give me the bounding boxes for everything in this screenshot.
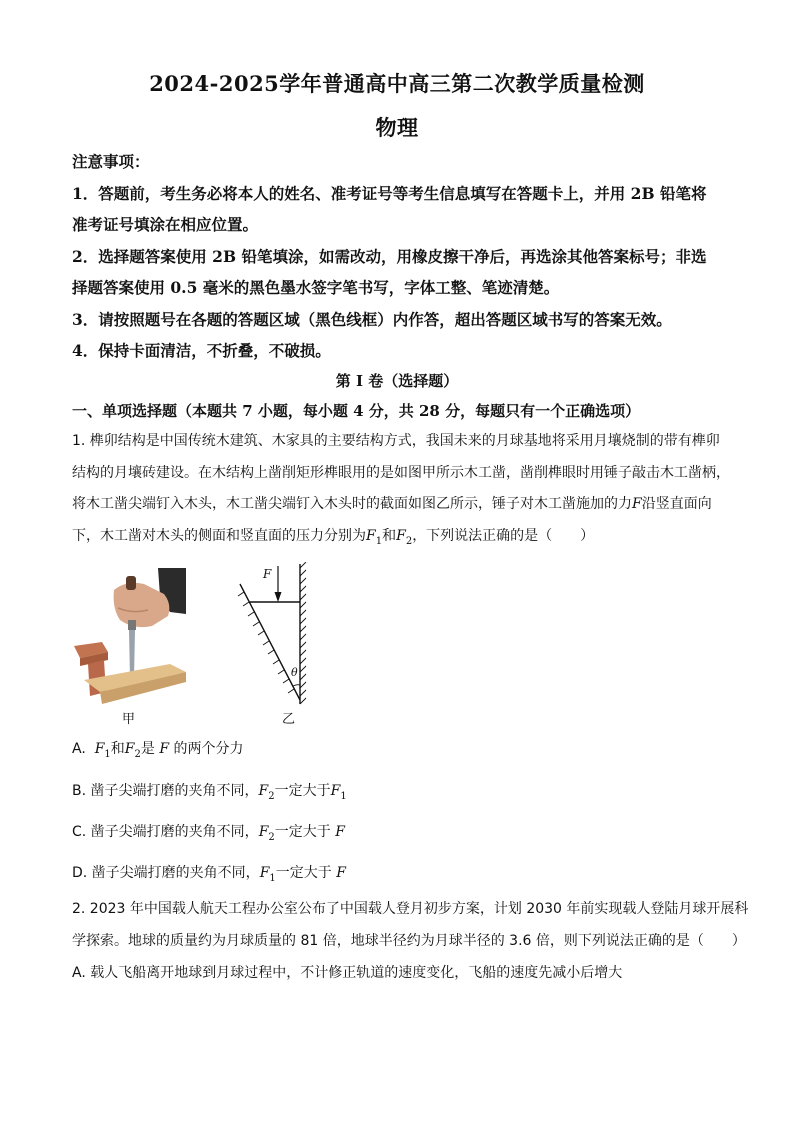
question-line: 2. 2023 年中国载人航天工程办公室公布了中国载人登月初步方案，计划 2030 年前实现载人登陆月球开展科 [72,901,749,917]
question-2-option-a: A. 载人飞船离开地球到月球过程中，不计修正轨道的速度变化，飞船的速度先减小后增大 [72,965,623,981]
question-line: 结构的月壤砖建设。在木结构上凿削矩形榫眼用的是如图甲所示木工凿，凿削榫眼时用锤子敲击木工凿柄， [72,464,730,481]
diagram-angle-label: θ [291,666,298,679]
notice-line: 3．请按照题号在各题的答题区域（黑色线框）内作答，超出答题区域书写的答案无效。 [72,309,672,329]
figure-jia-photo [74,568,186,706]
symbol-F1: $F_1$ [366,527,383,547]
question-2-stem [72,894,749,957]
part1-title: 第 I 卷（选择题） [335,372,459,390]
figure-jia-caption: 甲 [122,712,136,727]
question-1-option-c: C. 凿子尖端打磨的夹角不同，$F_2$一定大于 F [72,824,345,843]
question-line: 1. 榫卯结构是中国传统木建筑、木家具的主要结构方式，我国未来的月球基地将采用月壤烧制的带有榫卯 [72,433,720,449]
notice-line: 2．选择题答案使用 2B 铅笔填涂，如需改动，用橡皮擦干净后，再选涂其他答案标号；非选 [72,246,707,266]
notice-line: 准考证号填涂在相应位置。 [72,215,259,234]
question-1-option-a: A. $F_1$和$F_2$是 F 的两个分力 [72,741,244,760]
figure-yi-caption: 乙 [282,712,296,727]
notice-line: 择题答案使用 0.5 毫米的黑色墨水签字笔书写，字体工整、笔迹清楚。 [72,278,560,297]
question-line: 学探索。地球的质量约为月球质量的 81 倍，地球半径约为月球半径的 3.6 倍，则下列说法正确的是（ ） [72,932,746,949]
exam-title: 2024-2025学年普通高中高三第二次教学质量检测 [149,71,645,96]
diagram-force-label: F [263,567,272,581]
question-1-option-b: B. 凿子尖端打磨的夹角不同，$F_2$一定大于$F_1$ [72,783,347,802]
symbol-F: F [632,496,642,512]
subject-title: 物理 [375,115,419,140]
question-1-stem [72,426,732,557]
question-line: 将木工凿尖端钉入木头，木工凿尖端钉入木头时的截面如图乙所示，锤子对木工凿施加的力F沿竖直面向 [72,496,712,512]
question-1-option-d: D. 凿子尖端打磨的夹角不同，$F_1$一定大于 F [72,865,346,884]
notice-heading: 注意事项： [72,152,150,171]
question-line: 下，木工凿对木头的侧面和竖直面的压力分别为$F_1$和$F_2$，下列说法正确的是（ ） [72,527,595,547]
notice-line: 4．保持卡面清洁，不折叠，不破损。 [72,341,331,360]
symbol-F2: $F_2$ [396,527,413,547]
section1-title: 一、单项选择题（本题共 7 小题，每小题 4 分，共 28 分，每题只有一个正确选项） [72,402,641,420]
notice-line: 1．答题前，考生务必将本人的姓名、准考证号等考生信息填写在答题卡上，并用 2B 铅笔将 [72,183,707,203]
figure-yi-diagram [236,562,316,708]
notice-block [72,146,732,367]
